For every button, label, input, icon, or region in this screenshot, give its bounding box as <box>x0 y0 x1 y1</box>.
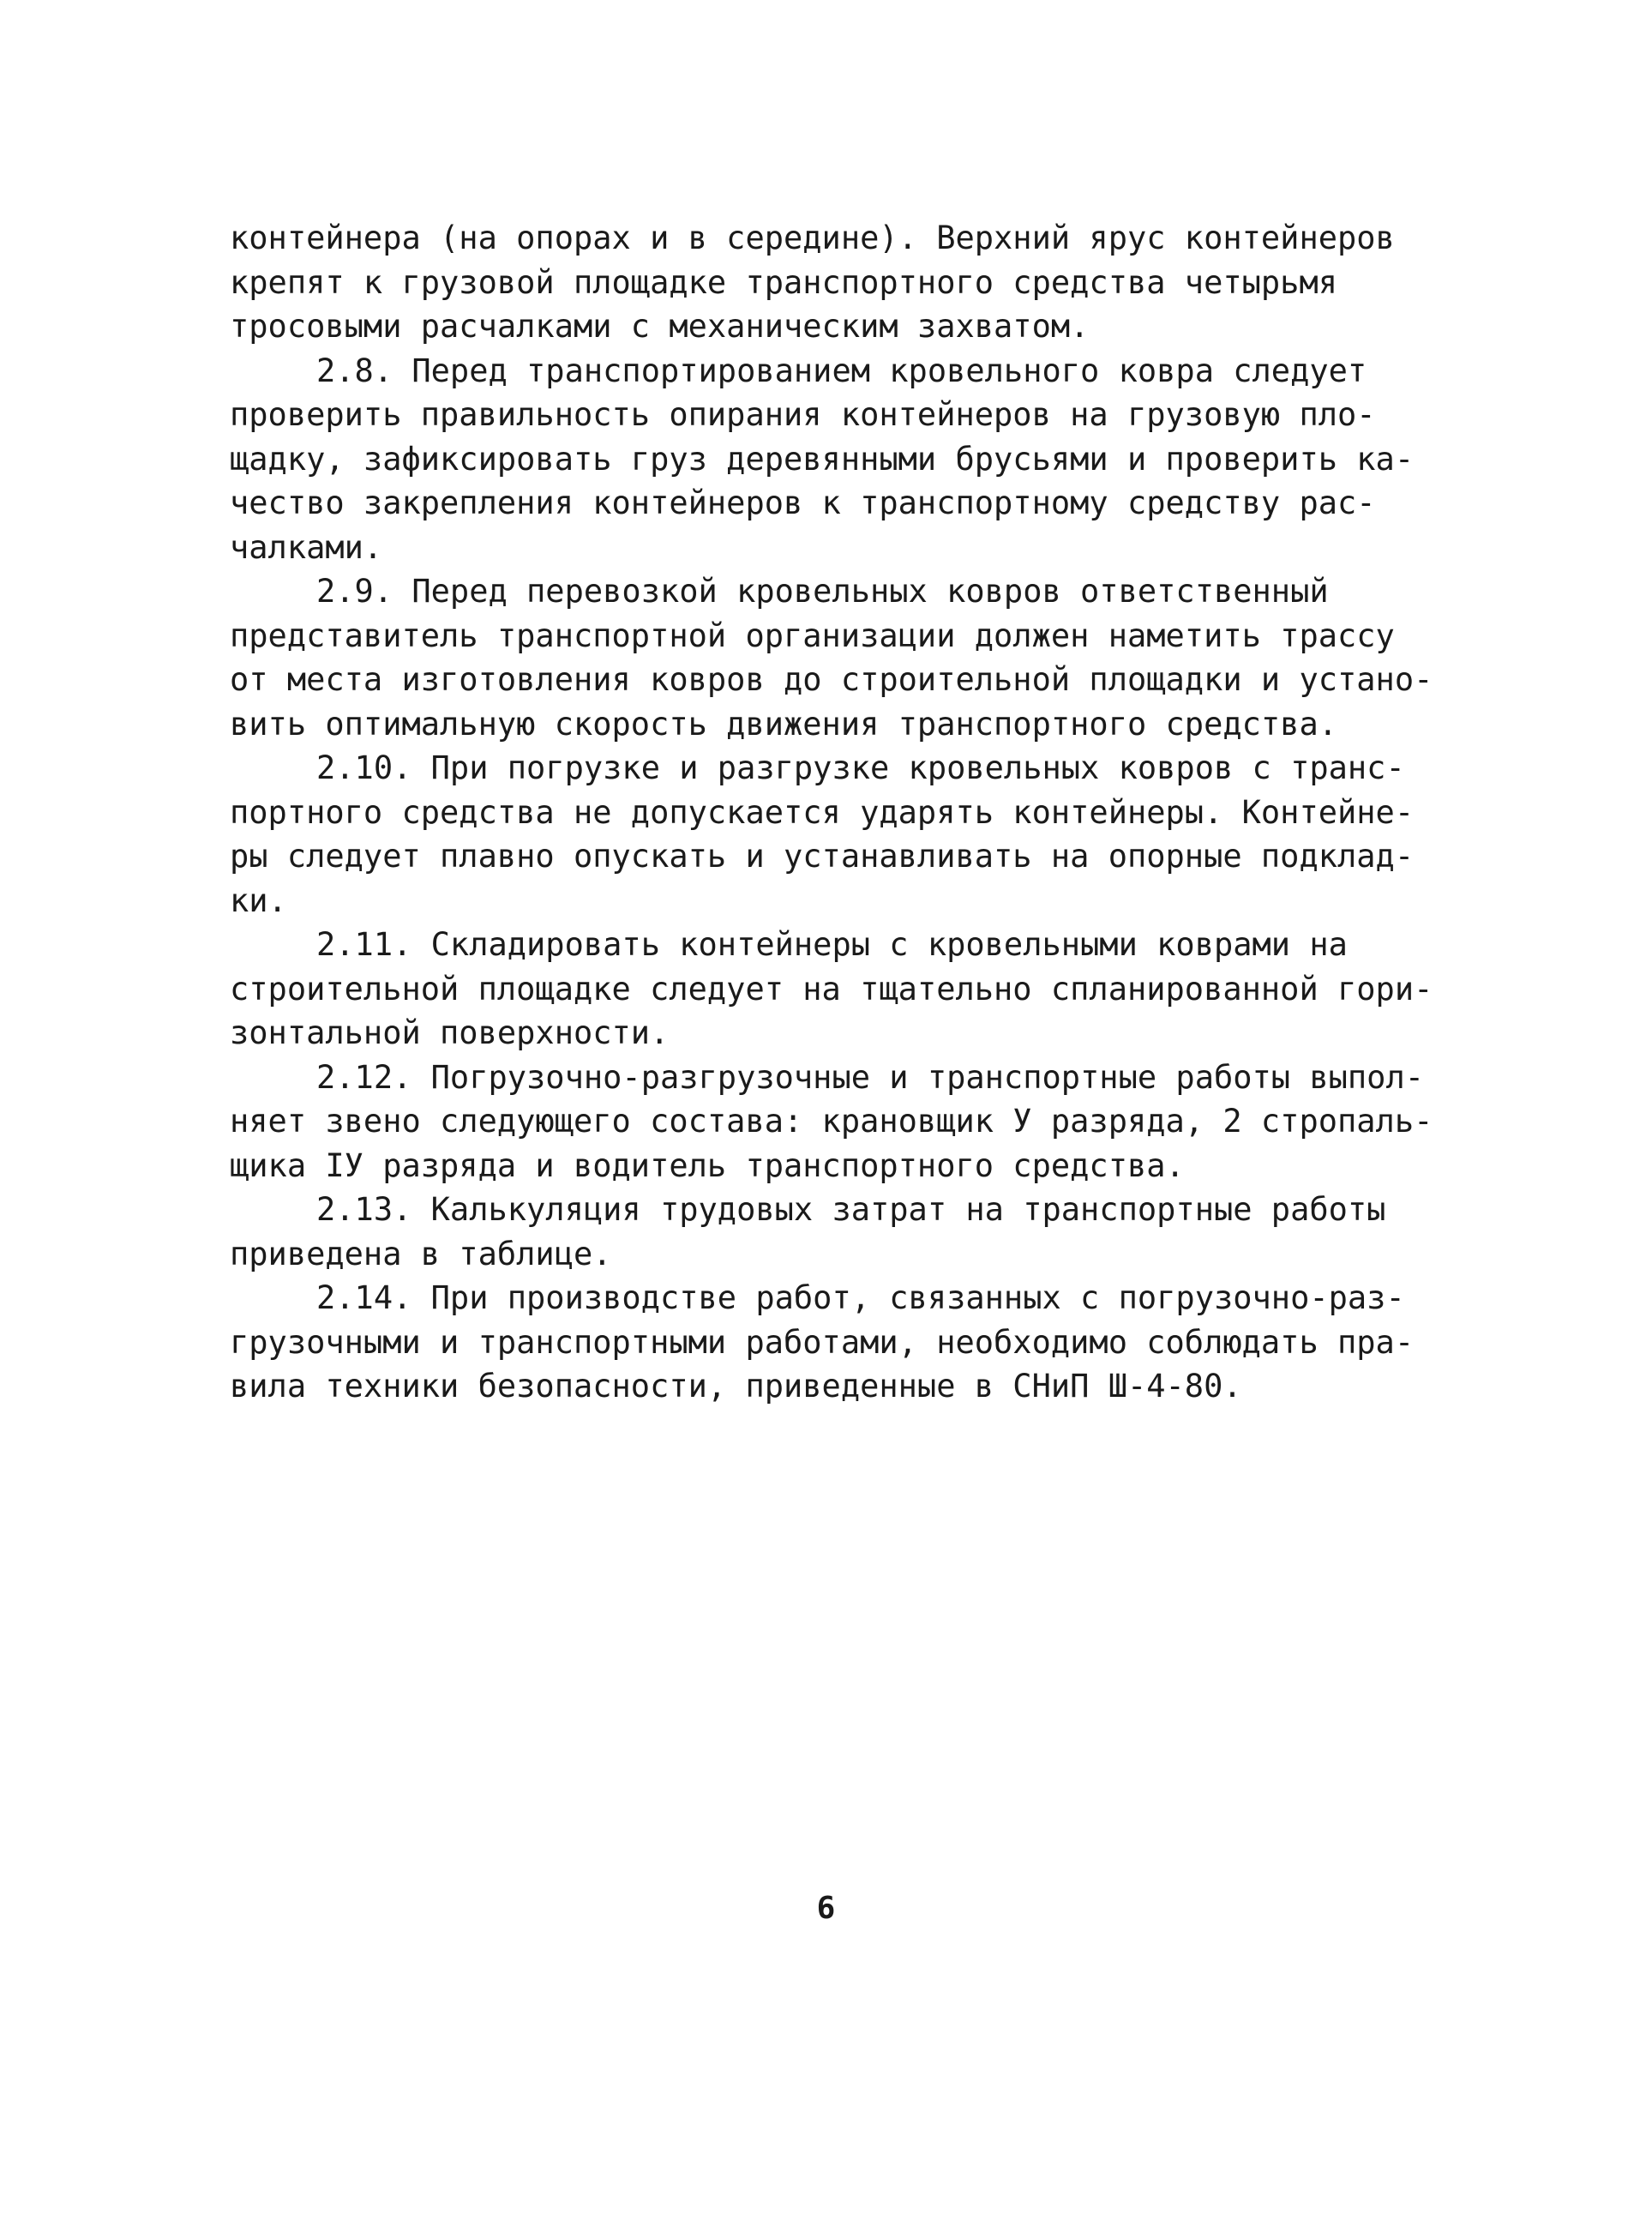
text-line: зонтальной поверхности. <box>230 1014 670 1051</box>
text-line: ры следует плавно опускать и устанавливать на опорные подклад- <box>230 838 1415 875</box>
text-line: ки. <box>230 881 287 919</box>
text-line: приведена в таблице. <box>230 1235 612 1272</box>
text-line: проверить правильность опирания контейнеров на грузовую пло- <box>230 396 1376 433</box>
paragraph-start-2-13: 2.13. Калькуляция трудовых затрат на транспортные работы <box>316 1191 1386 1228</box>
text-line: строительной площадке следует на тщательно спланированной гори- <box>230 970 1433 1008</box>
page-number: 6 <box>816 1891 836 1926</box>
text-line: от места изготовления ковров до строительной площадки и устано- <box>230 661 1433 698</box>
text-line: вить оптимальную скорость движения транспортного средства. <box>230 705 1338 743</box>
text-line: чалками. <box>230 528 383 566</box>
text-line: крепят к грузовой площадке транспортного средства четырьмя <box>230 263 1338 301</box>
text-line: чество закрепления контейнеров к транспортному средству рас- <box>230 484 1376 521</box>
text-line: грузочными и транспортными работами, необходимо соблюдать пра- <box>230 1323 1415 1361</box>
paragraph-start-2-9: 2.9. Перед перевозкой кровельных ковров ответственный <box>316 573 1329 610</box>
text-line: няет звено следующего состава: крановщик У разряда, 2 стропаль- <box>230 1103 1433 1140</box>
paragraph-start-2-8: 2.8. Перед транспортированием кровельного ковра следует <box>316 352 1367 389</box>
text-line: представитель транспортной организации должен наметить трассу <box>230 617 1395 654</box>
paragraph-start-2-14: 2.14. При производстве работ, связанных с погрузочно-раз- <box>316 1279 1405 1316</box>
text-line: тросовыми расчалками с механическим захватом. <box>230 308 1090 345</box>
text-line: щика IУ разряда и водитель транспортного средства. <box>230 1146 1185 1184</box>
text-line: портного средства не допускается ударять контейнеры. Контейне- <box>230 793 1415 831</box>
text-line: контейнера (на опорах и в середине). Верхний ярус контейнеров <box>230 220 1395 256</box>
paragraph-start-2-10: 2.10. При погрузке и разгрузке кровельных ковров с транс- <box>316 749 1405 786</box>
paragraph-start-2-12: 2.12. Погрузочно-разгрузочные и транспортные работы выпол- <box>316 1058 1425 1096</box>
paragraph-start-2-11: 2.11. Складировать контейнеры с кровельными коврами на <box>316 926 1348 963</box>
text-line: вила техники безопасности, приведенные в СНиП Ш-4-80. <box>230 1368 1242 1405</box>
body-text <box>230 216 1433 1409</box>
text-line: щадку, зафиксировать груз деревянными брусьями и проверить ка- <box>230 440 1415 478</box>
